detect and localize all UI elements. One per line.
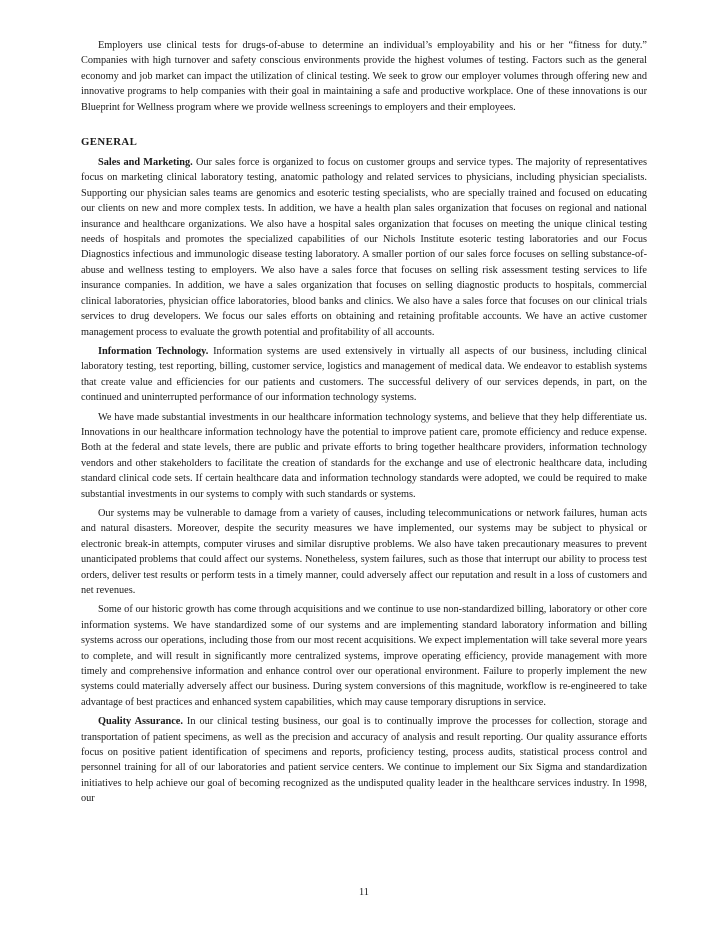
information-technology-text: Information systems are used extensively in virtually all aspects of our business, including clinical laboratory testing, test reporting, billing, customer service, logistics and management of medical data. We endeavor to establish systems that create value and efficiencies for our patients and customers. The successful delivery of our services depends, in part, on the continued and uninterrupted performance of our information technology systems. [81, 345, 647, 404]
sales-marketing-paragraph [81, 155, 647, 340]
document-page [81, 38, 647, 807]
sales-marketing-title: Sales and Marketing. [98, 157, 193, 169]
intro-paragraph: Employers use clinical tests for drugs-of-abuse to determine an individual’s employability and his or her “fitness for duty.” Companies with high turnover and safety conscious environments provide the highest volumes of testing. Factors such as the general economy and job market can impact the utilization of clinical testing. We seek to grow our employer volumes through offering new and innovative programs to help companies with their goal in maintaining a safe and productive workplace. One of these innovations is our Blueprint for Wellness program where we provide wellness screenings to employers and their employees. [81, 40, 647, 113]
information-technology-title: Information Technology. [98, 345, 209, 357]
it-vulnerability-paragraph: Our systems may be vulnerable to damage from a variety of causes, including telecommunications or network failures, human acts and natural disasters. Moreover, despite the security measures we have implemented, our systems may be subject to physical or electronic break-in attempts, computer viruses and similar disruptive problems. We also have taken precautionary measures to prevent unanticipated problems that could affect our systems. Nonetheless, system failures, such as those that interrupt our ability to process test orders, deliver test results or perform tests in a timely manner, could adversely affect our reputation and result in a loss of customers and net revenues. [81, 507, 647, 596]
sales-marketing-text: Our sales force is organized to focus on customer groups and service types. The majority of representatives focus on marketing clinical laboratory testing, anatomic pathology and related services to physicians, including physician specialists. Supporting our physician sales teams are genomics and esoteric testing specialists, who are specially trained and focused on educating our clients on new and more complex tests. In addition, we have a health plan sales organization that focuses on regional and national insurance and healthcare organizations. We also have a hospital sales organization that focuses on meeting the unique clinical testing needs of hospitals and promotes the specialized capabilities of our Nichols Institute esoteric testing laboratories and our Focus Diagnostics infectious and immunologic disease testing laboratory. A smaller portion of our sales force focuses on selling substance-of-abuse and wellness testing to employers. We also have a sales force that focuses on selling risk assessment testing services to life insurance companies. In addition, we have a sales organization that focuses on selling diagnostic products to hospitals, commercial clinical laboratories, physician office laboratories, blood banks and clinics. We also have a sales force that focuses on our clinical trials services to drug developers. We focus our sales efforts on obtaining and retaining profitable accounts. We have an active customer management process to evaluate the growth potential and profitability of all accounts. [81, 157, 647, 338]
page-number: 11 [359, 887, 369, 898]
information-technology-paragraph [81, 344, 647, 406]
it-acquisitions-paragraph: Some of our historic growth has come through acquisitions and we continue to use non-standardized billing, laboratory or other core information systems. We have standardized some of our systems and are implementing standard laboratory information and billing systems across our operations, including those from our most recent acquisitions. We expect implementation will take several more years to complete, and will result in significantly more centralized systems, improve operating efficiency, provide management with more timely and comprehensive information and enhance control over our operational environment. Failure to properly implement the new systems could materially adversely affect our business. During system conversions of this magnitude, workflow is re-engineered to take advantage of best practices and enhanced system capabilities, which may cause temporary disruptions in service. [81, 604, 647, 708]
quality-assurance-text: In our clinical testing business, our goal is to continually improve the processes for collection, storage and transportation of patient specimens, as well as the precision and accuracy of analysis and result reporting. Our quality assurance efforts focus on positive patient identification of specimens and reports, proficiency testing, process audits, statistical process control and personnel training for all of our laboratories and patient service centers. We continue to implement our Six Sigma and standardization initiatives to help achieve our goal of becoming recognized as the undisputed quality leader in the healthcare services industry. In 1998, our [81, 716, 647, 805]
quality-assurance-title: Quality Assurance. [98, 716, 183, 728]
section-heading-general: GENERAL [81, 136, 138, 149]
it-investment-paragraph: We have made substantial investments in our healthcare information technology systems, and believe that they help differentiate us. Innovations in our healthcare information technology have the potential to improve patient care, promote efficiency and reduce expense. Both at the federal and state levels, there are public and private efforts to bring together healthcare providers, information technology vendors and other stakeholders to facilitate the creation of standards for the exchange and use of electronic healthcare data, including standard clinical code sets. If certain healthcare data and information technology standards were adopted, we could be required to make substantial investments in our systems to comply with such standards or systems. [81, 411, 647, 500]
quality-assurance-paragraph [81, 714, 647, 806]
